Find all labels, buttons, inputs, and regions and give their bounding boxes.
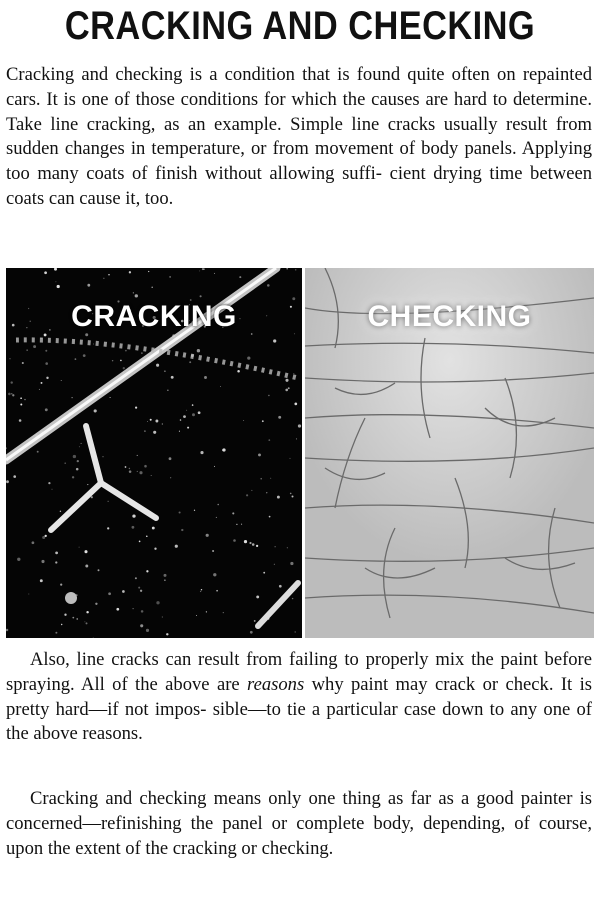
para2-emphasis: reasons: [247, 673, 305, 695]
checking-photo: [305, 268, 594, 638]
checking-label: CHECKING: [367, 300, 532, 333]
para2-text-start: Also, line cracks can result from failing to properly mix the paint before spraying. All of the above are: [6, 649, 592, 695]
para2-text-end: why paint may crack or check. It is pretty hard—if not impos- sible—to tie a particular case down to any one of the above reasons.: [6, 673, 592, 745]
cracking-photo: [6, 268, 302, 638]
body-paragraph-2: [6, 648, 592, 747]
intro-paragraph: Cracking and checking is a condition that is found quite often on repainted cars. It is one of those conditions for which the causes are hard to determine. Take line cracking, as an example. Simple line cracks usually result from sudden changes in temperature, or from movement of body panels. Applying too many coats of finish without allowing suffi- cient drying time between coats can cause it, too.: [6, 64, 592, 209]
body-paragraph-3: Cracking and checking means only one thing as far as a good painter is concerned—refinishing the panel or complete body, depending, of course, upon the extent of the cracking or checking.: [6, 788, 592, 859]
cracking-label: CRACKING: [71, 300, 237, 333]
page-title: CRACKING AND CHECKING: [64, 4, 536, 48]
